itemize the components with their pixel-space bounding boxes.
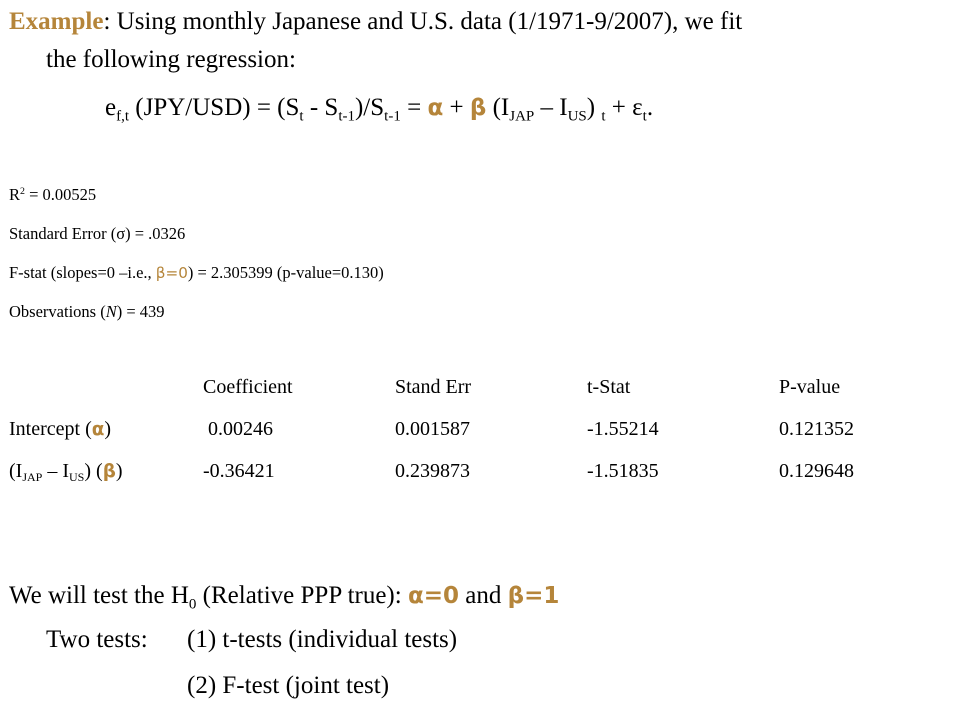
test-item-2: (2) F-test (joint test): [187, 672, 390, 699]
h0-text-a: We will test the H: [9, 582, 189, 609]
eq-part-5: (I: [486, 94, 510, 121]
intercept-coefficient: 0.00246: [203, 418, 273, 440]
f-stat-beta: β=0: [155, 264, 188, 282]
intro-line-1: [9, 8, 742, 36]
eq-eps-sub: t: [642, 108, 647, 125]
f-stat-text-a: F-stat (slopes=0 –i.e.,: [9, 263, 156, 282]
slope-us-sub: US: [69, 470, 85, 485]
intro-text-1: : Using monthly Japanese and U.S. data (1/1971-9/2007), we fit: [103, 8, 743, 35]
obs-n: N: [105, 302, 117, 321]
r2-value: = 0.00525: [24, 185, 97, 204]
r2-label: R: [9, 185, 21, 204]
obs-text-b: ) = 439: [116, 302, 165, 321]
eq-part-2: - S: [303, 94, 339, 121]
se-text: Standard Error (σ) = .0326: [9, 224, 186, 243]
f-stat-text-b: ) = 2.305399 (p-value=0.130): [187, 263, 384, 282]
eq-e-sub: f,t: [116, 108, 130, 125]
h0-beta: β=1: [507, 583, 560, 609]
eq-us-sub: US: [567, 108, 587, 125]
h0-and: and: [459, 582, 508, 609]
eq-end: .: [646, 94, 654, 121]
eq-dash: – I: [534, 94, 568, 121]
slope-coefficient: -0.36421: [203, 460, 275, 482]
eq-part-7: + ε: [605, 94, 643, 121]
obs-text-a: Observations (: [9, 302, 106, 321]
intercept-label-b: ): [104, 418, 112, 440]
slope-p-value: 0.129648: [779, 460, 854, 482]
eq-plus: +: [443, 94, 470, 121]
table-header-coefficient: Coefficient: [203, 376, 293, 398]
eq-part-3: )/S: [354, 94, 385, 121]
h0-sub: 0: [188, 596, 197, 613]
hypothesis-line: [9, 582, 559, 613]
slope-label-a: (I: [9, 460, 23, 482]
eq-s3-sub: t-1: [384, 108, 401, 125]
intercept-p-value: 0.121352: [779, 418, 854, 440]
intro-line-2: [46, 46, 296, 74]
intro-text-2: the following regression:: [46, 46, 296, 73]
two-tests-label: Two tests:: [46, 626, 148, 653]
h0-alpha: α=0: [407, 583, 460, 609]
table-header-stand-err: Stand Err: [395, 376, 472, 398]
example-label: Example: [9, 8, 104, 35]
eq-s2-sub: t-1: [338, 108, 355, 125]
f-stat: [9, 263, 384, 283]
eq-t-sub: t: [601, 108, 606, 125]
eq-part-1: (JPY/USD) = (S: [129, 94, 300, 121]
table-header-t-stat: t-Stat: [587, 376, 631, 398]
eq-beta: β: [469, 95, 487, 121]
intercept-t-stat: -1.55214: [587, 418, 659, 440]
test-item-1: (1) t-tests (individual tests): [187, 626, 458, 653]
table-row-slope-label: [9, 460, 123, 485]
eq-e: e: [105, 94, 117, 121]
slope-jap-sub: JAP: [22, 470, 43, 485]
slope-label-b: ) (: [84, 460, 103, 482]
r2-sup: 2: [20, 186, 25, 198]
eq-jap-sub: JAP: [509, 108, 535, 125]
slope-label-c: ): [115, 460, 123, 482]
slope-stand-err: 0.239873: [395, 460, 470, 482]
slope-label-mid: – I: [42, 460, 70, 482]
r-squared: [9, 185, 96, 205]
h0-text-b: (Relative PPP true):: [196, 582, 408, 609]
intercept-stand-err: 0.001587: [395, 418, 470, 440]
eq-s1-sub: t: [299, 108, 304, 125]
eq-alpha: α: [427, 95, 444, 121]
observations: [9, 302, 165, 322]
slope-beta: β: [102, 461, 116, 482]
regression-equation: [105, 94, 653, 125]
eq-part-6: ): [586, 94, 602, 121]
slope-t-stat: -1.51835: [587, 460, 659, 482]
intercept-alpha: α: [91, 419, 105, 440]
eq-part-4: =: [400, 94, 428, 121]
intercept-label-a: Intercept (: [9, 418, 92, 440]
table-row-intercept-label: [9, 418, 111, 441]
table-header-p-value: P-value: [779, 376, 841, 398]
standard-error: [9, 224, 185, 244]
